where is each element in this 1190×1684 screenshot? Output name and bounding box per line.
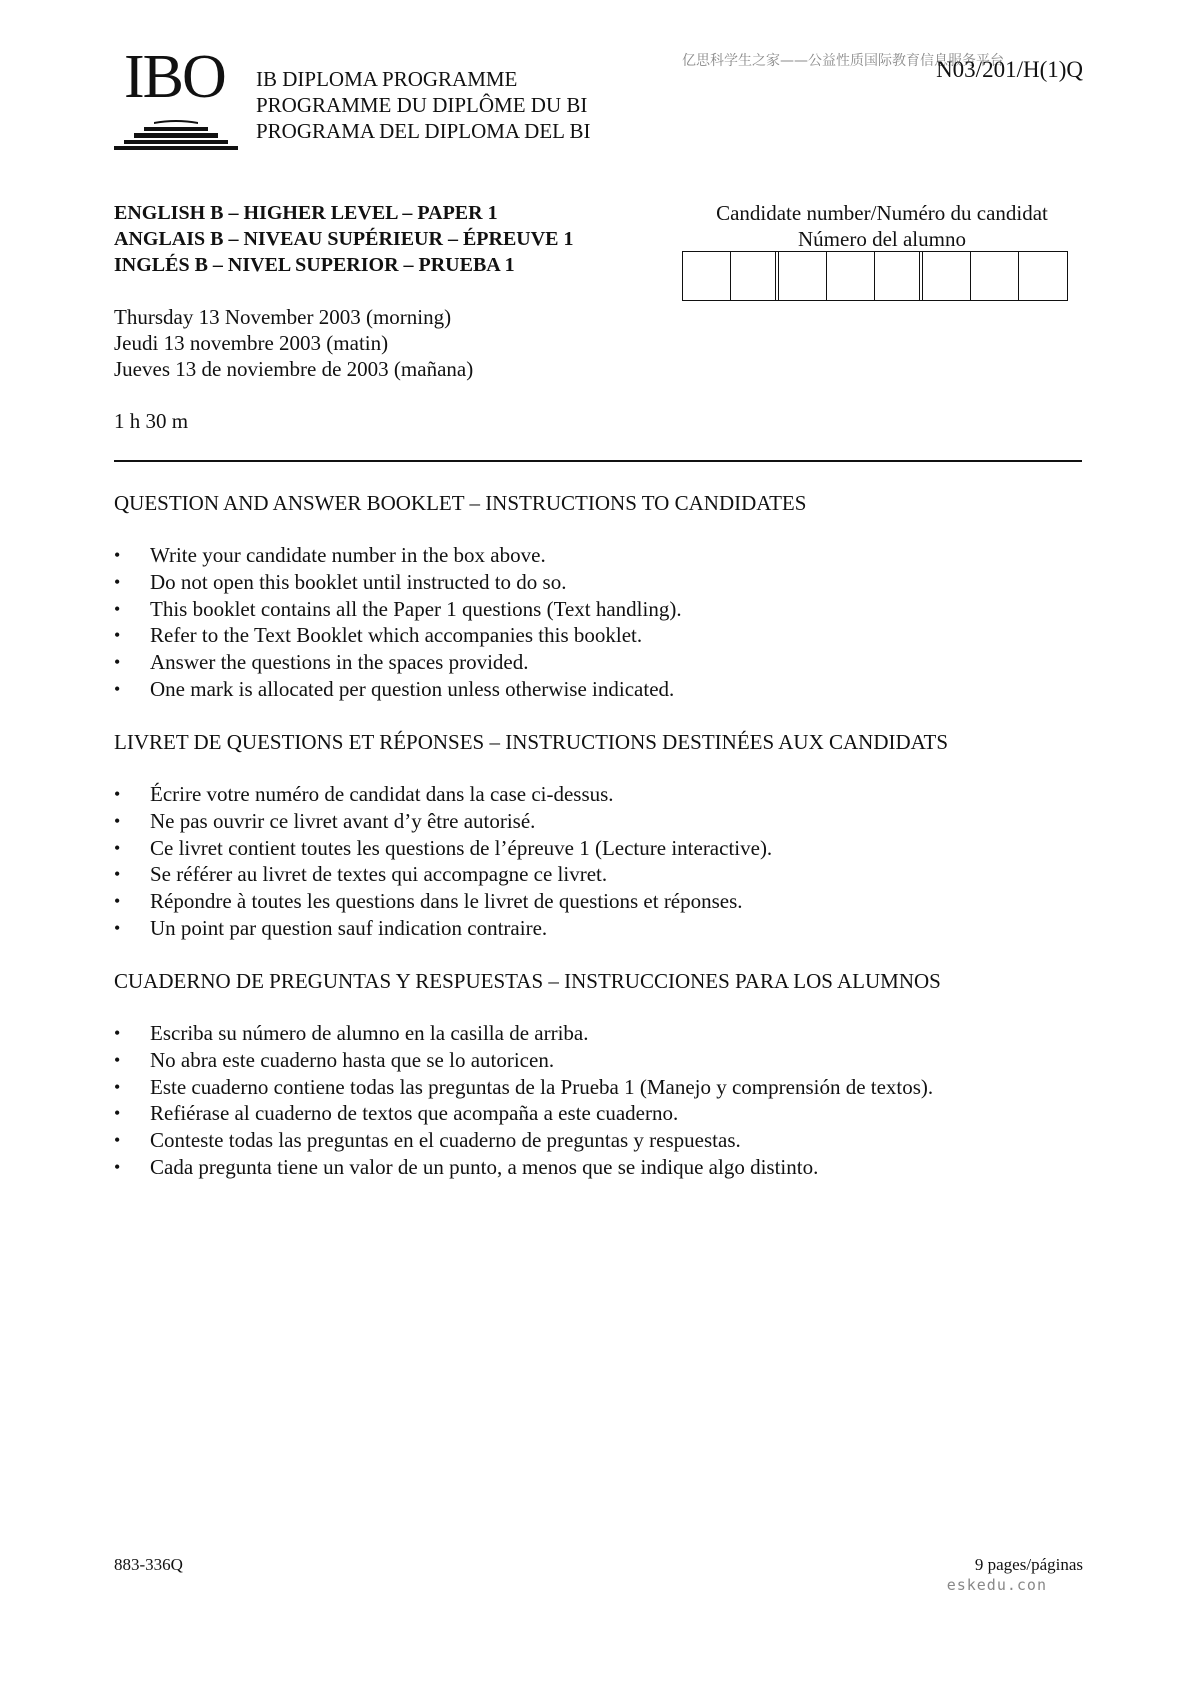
page-count: 9 pages/páginas bbox=[974, 1555, 1083, 1574]
list-item: • Écrire votre numéro de candidat dans la case ci-dessus. bbox=[114, 781, 1094, 808]
programme-line: PROGRAMA DEL DIPLOMA DEL BI bbox=[256, 119, 591, 143]
candidate-label-line: Número del alumno bbox=[798, 227, 966, 251]
list-item: • Répondre à toutes les questions dans le livret de questions et réponses. bbox=[114, 888, 1094, 915]
exam-duration: 1 h 30 m bbox=[114, 409, 189, 433]
list-item: • This booklet contains all the Paper 1 questions (Text handling). bbox=[114, 596, 1094, 623]
section-heading: CUADERNO DE PREGUNTAS Y RESPUESTAS – INSTRUCCIONES PARA LOS ALUMNOS bbox=[114, 969, 941, 993]
instruction-list bbox=[114, 1020, 1094, 1181]
candidate-digit-box[interactable] bbox=[875, 252, 923, 300]
ibo-logo bbox=[114, 43, 238, 148]
instructions-spanish bbox=[114, 968, 1094, 1181]
date-line: Jueves 13 de noviembre de 2003 (mañana) bbox=[114, 357, 474, 381]
logo-bars-graphic bbox=[114, 120, 238, 150]
list-item: • Ne pas ouvrir ce livret avant d’y être autorisé. bbox=[114, 808, 1094, 835]
subject-title bbox=[114, 200, 574, 278]
list-item: • Cada pregunta tiene un valor de un punto, a menos que se indique algo distinto. bbox=[114, 1154, 1094, 1181]
instructions-english bbox=[114, 490, 1094, 703]
section-heading: LIVRET DE QUESTIONS ET RÉPONSES – INSTRUCTIONS DESTINÉES AUX CANDIDATS bbox=[114, 730, 949, 754]
subject-line: ANGLAIS B – NIVEAU SUPÉRIEUR – ÉPREUVE 1 bbox=[114, 228, 574, 250]
instructions-french bbox=[114, 729, 1094, 942]
subject-line: ENGLISH B – HIGHER LEVEL – PAPER 1 bbox=[114, 202, 498, 224]
list-item: • Write your candidate number in the box above. bbox=[114, 542, 1094, 569]
list-item: • No abra este cuaderno hasta que se lo autoricen. bbox=[114, 1047, 1094, 1074]
site-watermark: eskedu.con bbox=[946, 1576, 1047, 1594]
programme-line: PROGRAMME DU DIPLÔME DU BI bbox=[256, 93, 588, 117]
watermark-text: 亿思科学生之家——公益性质国际教育信息服务平台 bbox=[682, 53, 1004, 69]
list-item: • Escriba su número de alumno en la casilla de arriba. bbox=[114, 1020, 1094, 1047]
programme-line: IB DIPLOMA PROGRAMME bbox=[256, 67, 518, 91]
exam-date bbox=[114, 304, 473, 382]
list-item: • Se référer au livret de textes qui accompagne ce livret. bbox=[114, 861, 1094, 888]
paper-code: N03/201/H(1)Q bbox=[936, 57, 1083, 82]
programme-names bbox=[256, 66, 590, 144]
logo-text: IBO bbox=[124, 43, 225, 111]
divider bbox=[114, 460, 1082, 462]
instruction-list bbox=[114, 781, 1094, 942]
date-line: Jeudi 13 novembre 2003 (matin) bbox=[114, 331, 389, 355]
list-item: • One mark is allocated per question unless otherwise indicated. bbox=[114, 676, 1094, 703]
candidate-digit-box[interactable] bbox=[971, 252, 1019, 300]
subject-line: INGLÉS B – NIVEL SUPERIOR – PRUEBA 1 bbox=[114, 254, 515, 276]
candidate-digit-box[interactable] bbox=[779, 252, 827, 300]
candidate-digit-box[interactable] bbox=[683, 252, 731, 300]
list-item: • Este cuaderno contiene todas las preguntas de la Prueba 1 (Manejo y comprensión de textos). bbox=[114, 1074, 1094, 1101]
list-item: • Conteste todas las preguntas en el cuaderno de preguntas y respuestas. bbox=[114, 1127, 1094, 1154]
list-item: • Answer the questions in the spaces provided. bbox=[114, 649, 1094, 676]
candidate-number-boxes bbox=[682, 251, 1068, 301]
list-item: • Un point par question sauf indication contraire. bbox=[114, 915, 1094, 942]
section-heading: QUESTION AND ANSWER BOOKLET – INSTRUCTIONS TO CANDIDATES bbox=[114, 491, 807, 515]
instruction-list bbox=[114, 542, 1094, 703]
list-item: • Do not open this booklet until instructed to do so. bbox=[114, 569, 1094, 596]
candidate-digit-box[interactable] bbox=[923, 252, 971, 300]
candidate-digit-box[interactable] bbox=[827, 252, 875, 300]
booklet-code: 883-336Q bbox=[114, 1555, 183, 1574]
date-line: Thursday 13 November 2003 (morning) bbox=[114, 305, 452, 329]
candidate-label-line: Candidate number/Numéro du candidat bbox=[716, 201, 1048, 225]
candidate-digit-box[interactable] bbox=[1019, 252, 1067, 300]
list-item: • Refer to the Text Booklet which accompanies this booklet. bbox=[114, 622, 1094, 649]
list-item: • Ce livret contient toutes les questions de l’épreuve 1 (Lecture interactive). bbox=[114, 835, 1094, 862]
candidate-digit-box[interactable] bbox=[731, 252, 779, 300]
candidate-number-label bbox=[682, 200, 1082, 252]
list-item: • Refiérase al cuaderno de textos que acompaña a este cuaderno. bbox=[114, 1100, 1094, 1127]
